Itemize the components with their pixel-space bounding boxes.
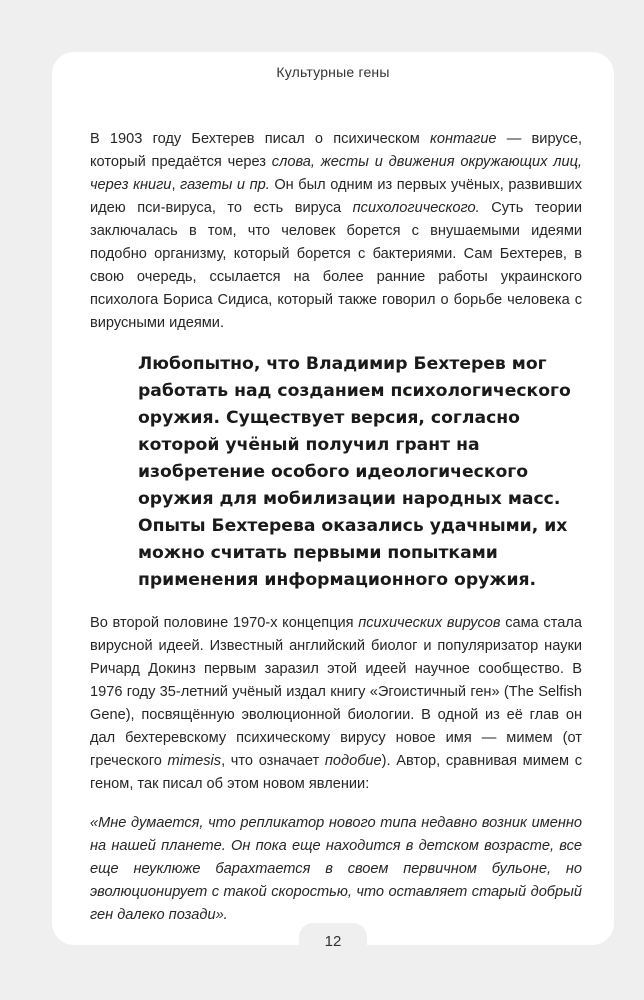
text-run: ). Автор, сравнивая мимем с геном, так писал об этом новом явлении: — [90, 753, 582, 792]
italic-run: подобие — [324, 753, 382, 769]
italic-run: mimesis — [167, 753, 222, 769]
running-head: Культурные гены — [276, 64, 390, 80]
text-run: Во второй половине 1970-х концепция — [90, 615, 359, 631]
quote-dawkins: «Мне думается, что репликатор нового типа недавно возник именно на нашей планете. Он пока еще находится в детском возрасте, все еще неуклюже барахтается в своем первичном бульоне, но эволюционирует с такой скоростью, что оставляет старый добрый ген далеко позади». — [90, 815, 582, 923]
book-page — [52, 52, 614, 950]
callout-highlight: Любопытно, что Владимир Бехтерев мог работать над созданием психологического оружия. Существует версия, согласно которой учёный получил грант на изобретение особого идеологического оружия для мобилизации народных масс. Опыты Бехтерева оказались удачными, их можно считать первыми попытками применения информационного оружия. — [138, 354, 571, 590]
paragraph-bekhterev — [90, 128, 582, 335]
italic-run: слова, жесты и движения окружающих лиц, через книги — [90, 154, 582, 193]
italic-run: психологического. — [352, 200, 480, 216]
text-run: Он был одним из первых учёных, развивших идею пси-вируса, то есть вируса — [90, 177, 582, 216]
italic-run: психических вирусов — [358, 615, 501, 631]
page-content — [90, 128, 582, 927]
text-run: Суть теории заключалась в том, что человек борется с внушаемыми идеями подобно организму, который борется с бактериями. Сам Бехтерев, в свою очередь, ссылается на более ранние работы украинского психолога Бориса Сидиса, который также говорил о борьбе человека с вирусными идеями. — [90, 200, 583, 331]
text-run: сама стала вирусной идеей. Известный английский биолог и популяризатор науки Ричард Докинз первым заразил этой идеей научное сообщество. В 1976 году 35-летний учёный издал книгу «Эгоистичный ген» (The Selfish Gene), посвящённую эволюционной биологии. В одной из её глав он дал бехтеревскому психическому вирусу новое имя — мимем (от греческого — [90, 615, 582, 769]
text-run: В 1903 году Бехтерев писал о психическом — [90, 131, 430, 147]
italic-run: контагие — [429, 131, 497, 147]
text-run: , что означает — [221, 753, 325, 769]
text-run: — вирусе, который предаётся через — [90, 131, 582, 170]
text-run: , — [171, 177, 181, 193]
italic-run: газеты и пр. — [180, 177, 270, 193]
page-number: 12 — [299, 923, 367, 967]
paragraph-dawkins — [90, 612, 582, 796]
